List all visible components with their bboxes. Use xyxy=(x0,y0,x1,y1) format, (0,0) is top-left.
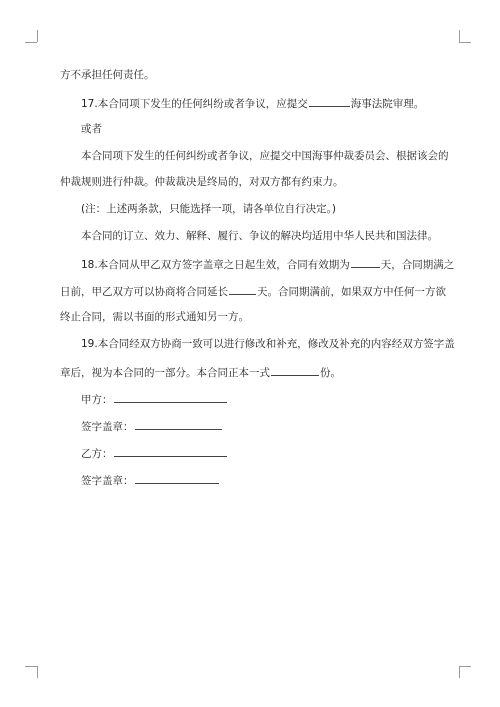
crop-mark-top-left xyxy=(37,30,38,42)
crop-mark-top-left xyxy=(25,42,37,43)
party-a-label: 甲方： xyxy=(81,394,113,406)
crop-mark-bottom-right xyxy=(459,666,460,678)
arbitration-line-2: 仲裁规则进行仲裁。仲裁裁决是终局的，对双方都有约束力。 xyxy=(60,176,344,188)
clause-19-text-end: 份。 xyxy=(320,367,341,379)
sign-a-label: 签字盖章： xyxy=(81,421,134,433)
clause-19-line-2 xyxy=(60,364,341,380)
fill-blank-court[interactable] xyxy=(309,95,350,107)
sign-a-row xyxy=(81,418,223,434)
sign-b-row xyxy=(81,472,220,488)
party-a-field[interactable] xyxy=(114,391,227,403)
party-b-field[interactable] xyxy=(114,445,227,457)
clause-18-text-end: 天，合同期满之 xyxy=(380,259,455,271)
crop-mark-bottom-left xyxy=(37,666,38,678)
clause-19-line-1: 19.本合同经双方协商一致可以进行修改和补充，修改及补充的内容经双方签字盖 xyxy=(81,338,455,350)
crop-mark-top-right xyxy=(459,42,471,43)
clause-17-text-end: 海事法院审理。 xyxy=(350,98,425,110)
crop-mark-bottom-right xyxy=(459,666,471,667)
or-text: 或者 xyxy=(81,123,102,135)
governing-law-line: 本合同的订立、效力、解释、履行、争议的解决均适用中华人民共和国法律。 xyxy=(81,230,438,242)
sign-b-field[interactable] xyxy=(135,472,219,484)
clause-18-line-2 xyxy=(60,283,446,299)
sign-b-label: 签字盖章： xyxy=(81,475,134,487)
fill-blank-extension-days[interactable] xyxy=(229,283,256,295)
clause-18-text-2: 日前，甲乙双方可以协商将合同延长 xyxy=(60,286,228,298)
clause-18-line-3: 终止合同，需以书面的形式通知另一方。 xyxy=(60,311,249,323)
crop-mark-bottom-left xyxy=(25,666,37,667)
party-b-label: 乙方： xyxy=(81,448,113,460)
clause-19-text: 章后，视为本合同的一部分。本合同正本一式 xyxy=(60,367,270,379)
crop-mark-top-right xyxy=(459,30,460,42)
sign-a-field[interactable] xyxy=(135,418,222,430)
clause-17-text: 17.本合同项下发生的任何纠纷或者争议，应提交 xyxy=(81,98,308,110)
party-b-row xyxy=(81,445,228,461)
arbitration-line-1: 本合同项下发生的任何纠纷或者争议，应提交中国海事仲裁委员会、根据该会的 xyxy=(81,150,449,162)
clause-18-text: 18.本合同从甲乙双方签字盖章之日起生效，合同有效期为 xyxy=(81,259,350,271)
party-a-row xyxy=(81,391,228,407)
clause-18-line-1 xyxy=(81,256,454,272)
fill-blank-validity-days[interactable] xyxy=(351,256,380,268)
clause-17 xyxy=(81,95,424,111)
clause-18-text-2-end: 天。合同期满前，如果双方中任何一方欲 xyxy=(257,286,446,298)
note-line: (注：上述两条款，只能选择一项，请各单位自行决定。) xyxy=(81,203,336,215)
fill-blank-copies[interactable] xyxy=(271,364,319,376)
paragraph-line: 方不承担任何责任。 xyxy=(60,69,155,81)
